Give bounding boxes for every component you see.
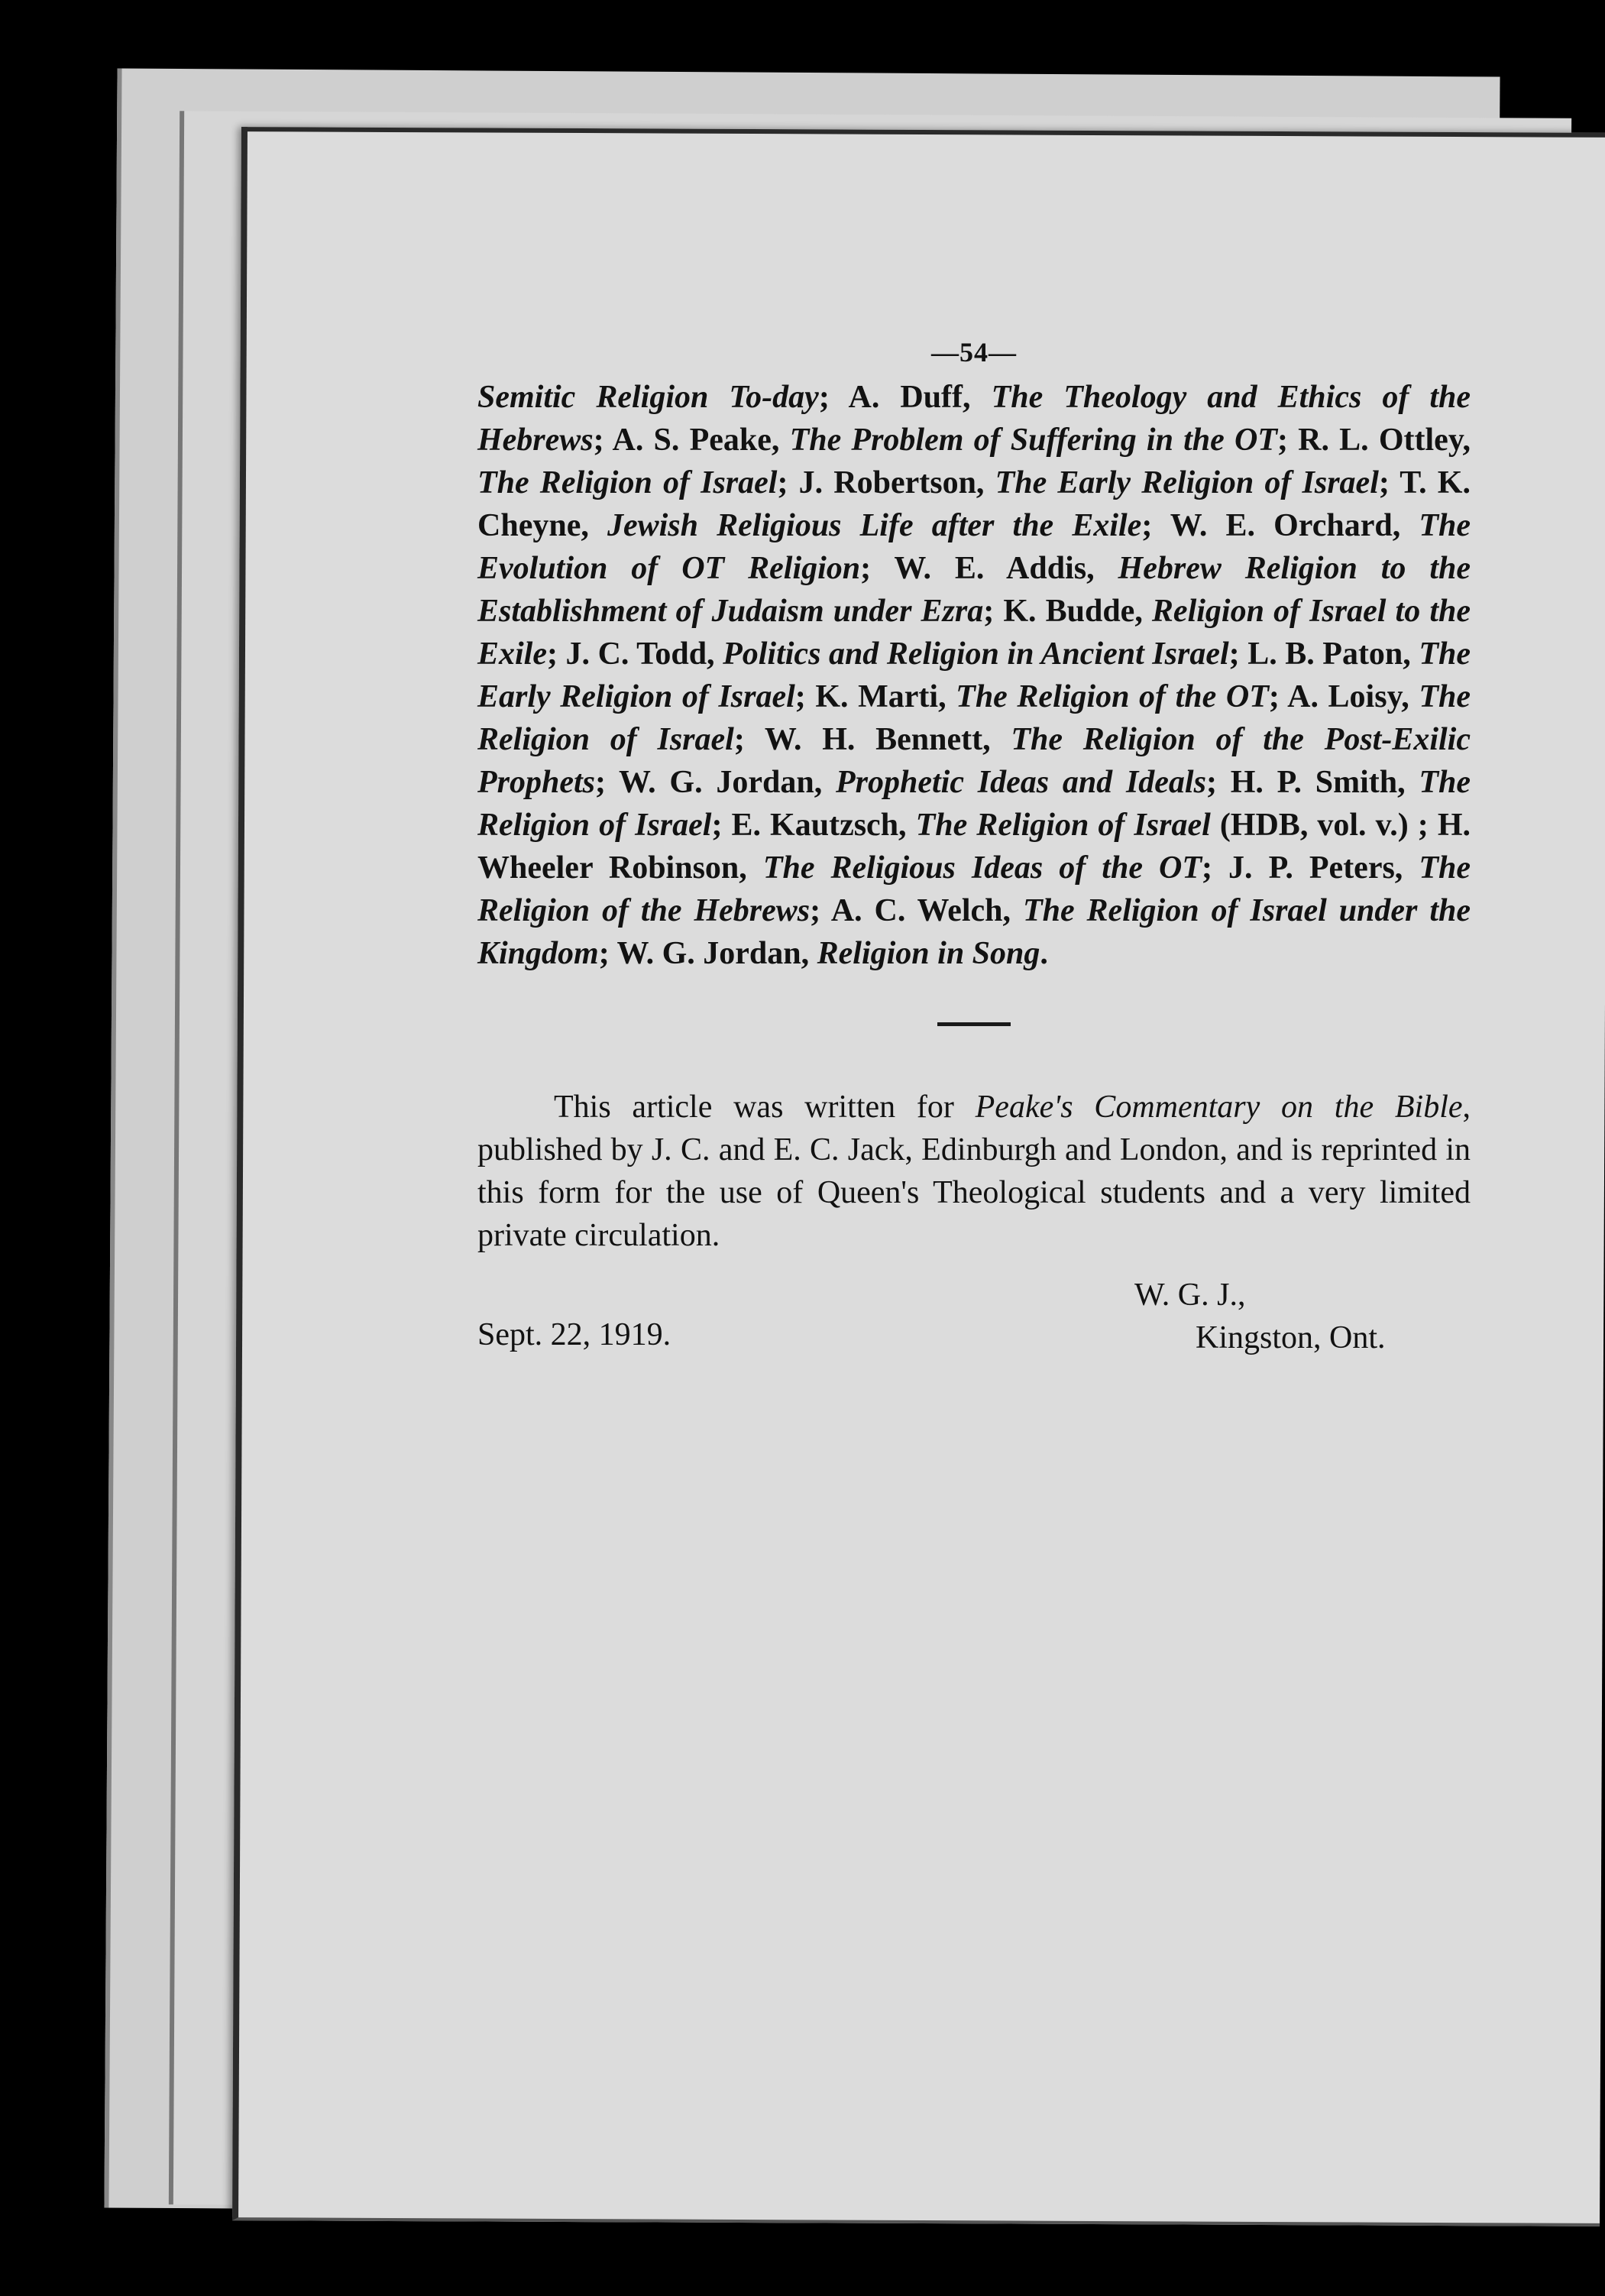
entry-author: A. Duff, bbox=[848, 380, 992, 415]
entry-author: L. B. Paton, bbox=[1247, 636, 1419, 672]
entry-separator: ; bbox=[1228, 636, 1248, 672]
entry-author: J. C. Todd, bbox=[565, 636, 723, 672]
entry-separator: ; bbox=[1268, 679, 1288, 714]
note-text-part2: , published by J. C. and E. C. Jack, Edinburgh and London, and is reprinted in this form for the use of Queen's Theological students and a very limited private circulation. bbox=[477, 1090, 1471, 1253]
entry-separator: ; bbox=[1378, 465, 1400, 500]
entry-separator: ; bbox=[777, 465, 799, 500]
bibliography-entry bbox=[477, 380, 849, 415]
entry-title: Religion of Israel to the Exile bbox=[477, 594, 1471, 672]
entry-author: J. Robertson, bbox=[798, 465, 995, 500]
entry-title: Semitic Religion To-day bbox=[477, 380, 819, 415]
page-number: —54— bbox=[931, 337, 1017, 368]
signature-block bbox=[477, 1277, 1471, 1376]
entry-separator: ; bbox=[733, 722, 765, 757]
entry-separator: ; bbox=[794, 679, 816, 714]
entry-author: J. P. Peters, bbox=[1228, 850, 1419, 886]
entry-title: The Early Religion of Israel bbox=[477, 636, 1471, 714]
entry-title: The Evolution of OT Religion bbox=[477, 508, 1471, 586]
entry-title: The Theology and Ethics of the Hebrews bbox=[477, 380, 1471, 458]
page-content bbox=[477, 336, 1471, 1376]
entry-author: W. G. Jordan, bbox=[616, 936, 817, 971]
entry-author: W. E. Addis, bbox=[894, 551, 1118, 586]
entry-title: Jewish Religious Life after the Exile bbox=[607, 508, 1142, 543]
entry-separator: ; bbox=[595, 765, 620, 800]
entry-separator: ; bbox=[983, 594, 1004, 629]
entry-author: K. Marti, bbox=[815, 679, 956, 714]
entry-title: The Early Religion of Israel bbox=[995, 465, 1379, 500]
entry-separator: ; bbox=[810, 893, 831, 928]
bibliography-entry bbox=[613, 423, 1299, 458]
entry-title: The Religious Ideas of the OT bbox=[762, 850, 1202, 886]
entry-title: The Religion of Israel bbox=[477, 465, 778, 500]
entry-separator: ; bbox=[1205, 765, 1231, 800]
entry-separator: (HDB, vol. v.) ; bbox=[1210, 808, 1438, 843]
publication-date: Sept. 22, 1919. bbox=[477, 1317, 671, 1352]
entry-separator: ; bbox=[1141, 508, 1170, 543]
entry-author: T. K. Cheyne, bbox=[477, 465, 1471, 543]
bibliography-paragraph bbox=[477, 376, 1471, 975]
entry-author: A. Loisy, bbox=[1287, 679, 1419, 714]
entry-title: The Religion of the Post-Exilic Prophets bbox=[477, 722, 1471, 800]
entry-title: The Religion of the OT bbox=[956, 679, 1269, 714]
entry-author: H. Wheeler Robinson, bbox=[477, 808, 1471, 886]
entry-title: Politics and Religion in Ancient Israel bbox=[723, 636, 1229, 672]
entry-title: Hebrew Religion to the Establishment of Judaism under Ezra bbox=[477, 551, 1471, 629]
note-commentary-title: Peake's Commentary on the Bible bbox=[975, 1090, 1463, 1125]
entry-separator: ; bbox=[1277, 423, 1299, 458]
entry-author: W. E. Orchard, bbox=[1170, 508, 1419, 543]
entry-author: A. C. Welch, bbox=[830, 893, 1023, 928]
entry-author: E. Kautzsch, bbox=[731, 808, 916, 843]
entry-separator: ; bbox=[598, 936, 617, 971]
bibliography-entry bbox=[566, 636, 1248, 672]
entry-title: Religion in Song bbox=[817, 936, 1040, 971]
entry-title: Prophetic Ideas and Ideals bbox=[835, 765, 1206, 800]
entry-separator: . bbox=[1040, 936, 1048, 971]
entry-separator: ; bbox=[860, 551, 895, 586]
entry-author: K. Budde, bbox=[1003, 594, 1152, 629]
bibliography-entry bbox=[732, 808, 1438, 843]
author-place: Kingston, Ont. bbox=[1196, 1320, 1386, 1355]
bibliography-entry bbox=[815, 679, 1287, 714]
entry-title: The Religion of Israel bbox=[477, 679, 1471, 757]
entry-title: The Religion of the Hebrews bbox=[477, 850, 1471, 928]
entry-author: W. G. Jordan, bbox=[619, 765, 836, 800]
note-text-part1: This article was written for bbox=[554, 1090, 976, 1125]
author-initials: W. G. J., bbox=[1134, 1278, 1246, 1313]
entry-author: A. S. Peake, bbox=[612, 423, 790, 458]
entry-separator: ; bbox=[818, 380, 849, 415]
entry-separator: ; bbox=[593, 423, 613, 458]
entry-title: The Religion of Israel bbox=[477, 765, 1471, 843]
entry-separator: ; bbox=[711, 808, 732, 843]
bibliography-entry bbox=[619, 765, 1231, 800]
bibliography-entry bbox=[799, 465, 1400, 500]
entry-author: W. H. Bennett, bbox=[764, 722, 1011, 757]
bibliography-entry bbox=[616, 936, 1047, 971]
entry-separator: ; bbox=[547, 636, 566, 672]
entry-title: The Religion of Israel bbox=[915, 808, 1211, 843]
entry-author: R. L. Ottley, bbox=[1298, 423, 1471, 458]
entry-title: The Religion of Israel under the Kingdom bbox=[477, 893, 1471, 971]
entry-title: The Problem of Suffering in the OT bbox=[789, 423, 1277, 458]
section-divider bbox=[937, 1022, 1011, 1026]
entry-author: H. P. Smith, bbox=[1230, 765, 1419, 800]
entry-separator: ; bbox=[1202, 850, 1229, 886]
publication-note bbox=[477, 1086, 1471, 1257]
